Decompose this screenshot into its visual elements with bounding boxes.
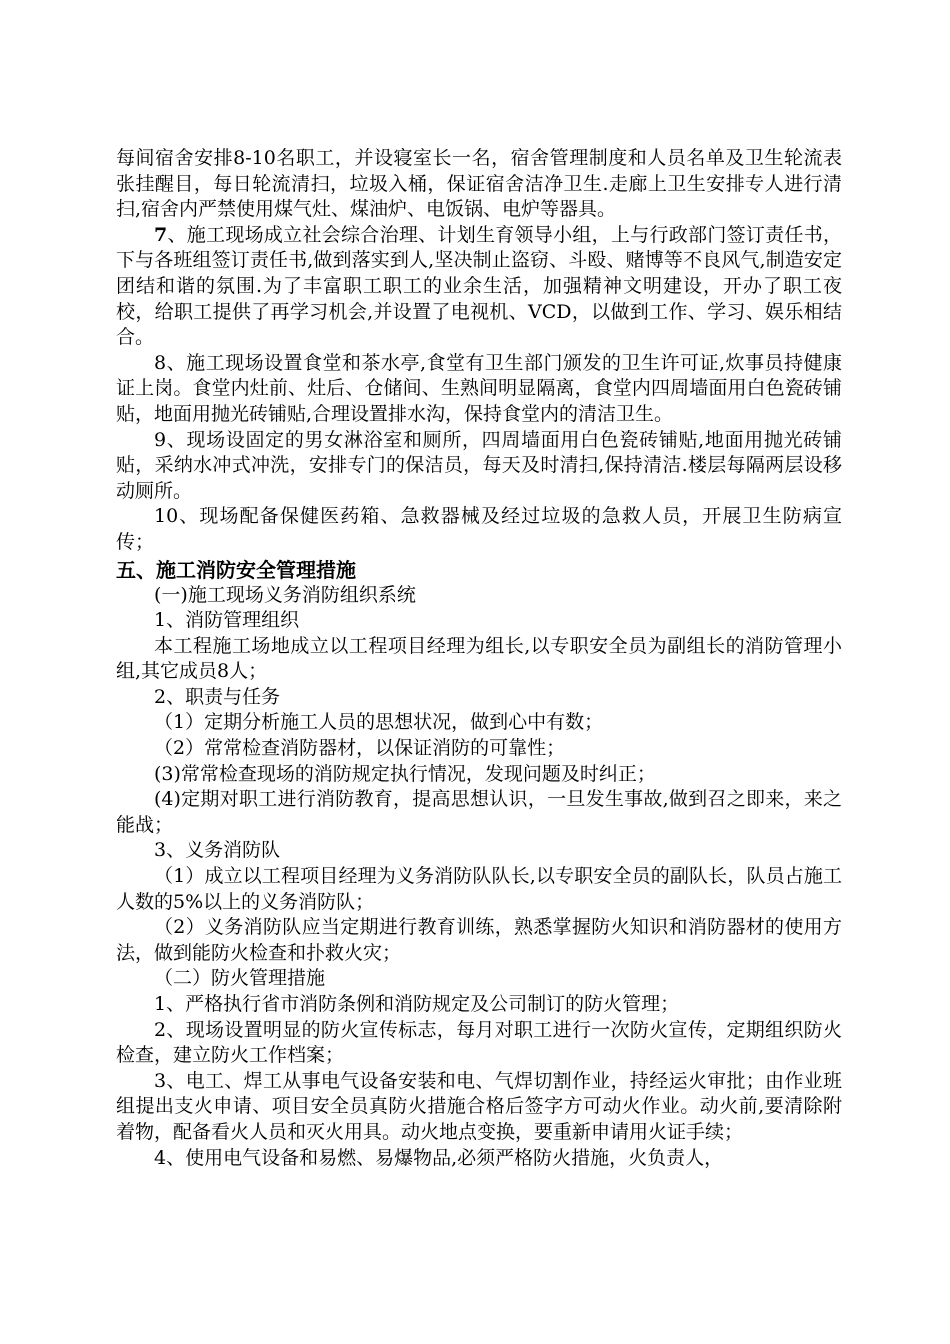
subsection-item: 2、职责与任务 [154,685,281,708]
list-item: （2）义务消防队应当定期进行教育训练，熟悉掌握防火知识和消防器材的使用方法，做到能防火检查和扑救火灾； [116,916,842,964]
subsection-item: 1、消防管理组织 [154,609,300,632]
list-item: （2）常常检查消防器材，以保证消防的可靠性； [154,737,566,760]
item-number: 7 [154,223,168,246]
subsection-item: 3、义务消防队 [154,839,281,862]
section-heading: 五、施工消防安全管理措施 [116,557,356,582]
subsection-title: (一)施工现场义务消防组织系统 [154,583,416,606]
paragraph-text: 、施工现场成立社会综合治理、计划生育领导小组，上与行政部门签订责任书，下与各班组签订责任书,做到落实到人,坚决制止盗窃、斗殴、赌博等不良风气,制造安定团结和谐的氛围.为了丰富职工职工的业余生活，加强精神文明建设，开办了职工夜校，给职工提供了再学习机会,并设置了电视机、VCD，以做到工作、学习、娱乐相结合。 [116,223,842,349]
subsection-title: （二）防火管理措施 [154,967,326,990]
list-item: 2、现场设置明显的防火宣传标志，每月对职工进行一次防火宣传，定期组织防火检查，建立防火工作档案； [116,1018,842,1067]
list-item: 4、使用电气设备和易燃、易爆物品,必须严格防火措施，火负责人， [154,1146,724,1169]
list-item: 1、严格执行省市消防条例和消防规定及公司制订的防火管理； [154,993,680,1015]
paragraph-item-9: 9、现场设固定的男女淋浴室和厕所，四周墙面用白色瓷砖铺贴,地面用抛光砖铺贴，采纳水冲式冲洗，安排专门的保洁员，每天及时清扫,保持清洁.楼层每隔两层设移动厕所。 [116,428,842,502]
paragraph-item-10: 10、现场配备保健医药箱、急救器械及经过垃圾的急救人员，开展卫生防病宣传； [116,505,842,553]
paragraph-item-8: 8、施工现场设置食堂和茶水亭,食堂有卫生部门颁发的卫生许可证,炊事员持健康证上岗。食堂内灶前、灶后、仓储间、生熟间明显隔离，食堂内四周墙面用白色瓷砖铺贴，地面用抛光砖铺贴,合理设置排水沟，保持食堂内的清洁卫生。 [116,351,842,425]
paragraph-item-7 [116,223,842,351]
list-item: (3)常常检查现场的消防规定执行情况，发现问题及时纠正； [154,762,656,785]
list-item: (4)定期对职工进行消防教育，提高思想认识，一旦发生事故,做到召之即来，来之能战； [116,788,842,836]
list-item: （1）成立以工程项目经理为义务消防队队长,以专职安全员的副队长，队员占施工人数的5%以上的义务消防队； [116,865,842,913]
document-page [116,146,842,1171]
paragraph: 本工程施工场地成立以工程项目经理为组长,以专职安全员为副组长的消防管理小组,其它成员8人； [116,634,842,683]
list-item: 3、电工、焊工从事电气设备安装和电、气焊切割作业，持经运火审批；由作业班组提出支火申请、项目安全员真防火措施合格后签字方可动火作业。动火前,要清除附着物，配备看火人员和灭火用具。动火地点变换，要重新申请用火证手续； [116,1069,842,1143]
list-item: （1）定期分析施工人员的思想状况，做到心中有数； [154,711,604,734]
paragraph-dormitory: 每间宿舍安排8-10名职工，并设寝室长一名，宿舍管理制度和人员名单及卫生轮流表张挂醒目，每日轮流清扫，垃圾入桶，保证宿舍洁净卫生.走廊上卫生安排专人进行清扫,宿舍内严禁使用煤气灶、煤油炉、电饭锅、电炉等器具。 [116,147,842,221]
